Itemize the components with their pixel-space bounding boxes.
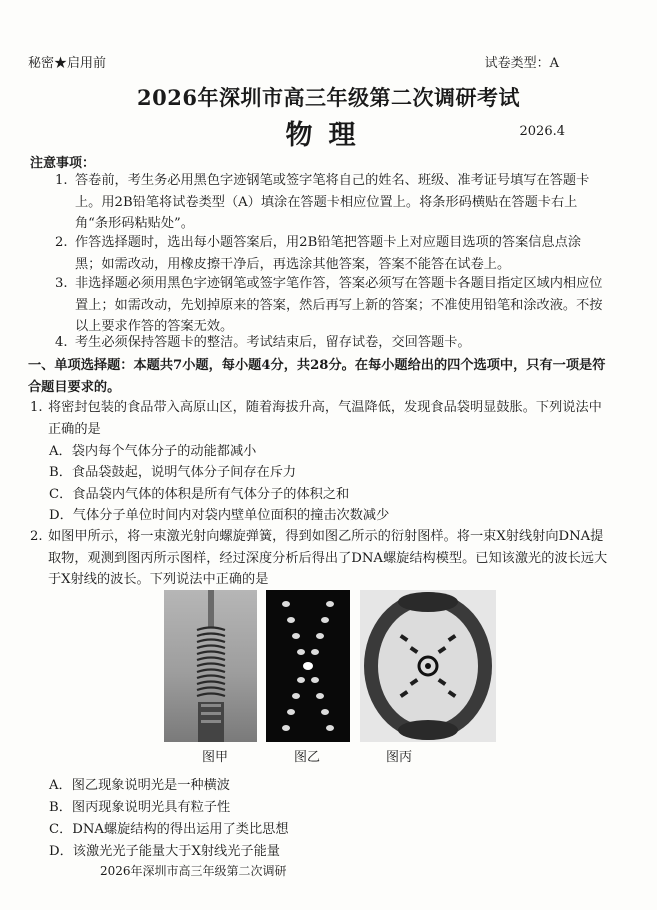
option-d: D．该激光光子能量大于X射线光子能量: [49, 844, 280, 859]
notes-heading: 注意事项：: [30, 156, 96, 171]
question-stem: [30, 526, 613, 591]
section-heading: 一、单项选择题：本题共7小题，每小题4分，共28分。在每小题给出的四个选项中，只有一项是符合题目要求的。: [28, 358, 606, 395]
exam-date: 2026.4: [519, 124, 565, 139]
option-b: B．食品袋鼓起，说明气体分子间存在斥力: [49, 465, 297, 480]
note-text: 答卷前，考生务必用黑色字迹钢笔或签字笔将自己的姓名、班级、准考证号填写在答题卡上。用2B铅笔将试卷类型（A）填涂在答题卡相应位置上。将条形码横贴在答题卡右上角“条形码粘贴处”。: [75, 173, 590, 231]
exam-title: 2026年深圳市高三年级第二次调研考试: [137, 85, 520, 110]
note-item: [55, 232, 605, 275]
question-text: 如图甲所示，将一束激光射向螺旋弹簧，得到如图乙所示的衍射图样。将一束X射线射向DNA提取物，观测到图丙所示图样，经过深度分析后得出了DNA螺旋结构模型。已知该激光的波长远大于X射线的波长。下列说法中正确的是: [48, 529, 608, 587]
note-text: 非选择题必须用黑色字迹钢笔或签字笔作答，答案必须写在答题卡各题目指定区域内相应位置上；如需改动，先划掉原来的答案，然后再写上新的答案；不准使用铅笔和涂改液。不按以上要求作答的答案无效。: [75, 276, 603, 334]
question-number: 2.: [30, 529, 43, 544]
question-stem: [30, 397, 613, 440]
note-item: [55, 170, 605, 235]
figure-caption-b: 图乙: [294, 750, 321, 765]
option-c: C．DNA螺旋结构的得出运用了类比思想: [49, 822, 289, 837]
note-text: 考生必须保持答题卡的整洁。考试结束后，留存试卷，交回答题卡。: [75, 335, 471, 350]
note-text: 作答选择题时，选出每小题答案后，用2B铅笔把答题卡上对应题目选项的答案信息点涂黑；如需改动，用橡皮擦干净后，再选涂其他答案，答案不能答在试卷上。: [75, 235, 582, 272]
subject-title: 物理: [285, 120, 372, 151]
page-footer: 2026年深圳市高三年级第二次调研: [100, 864, 287, 878]
note-item: [55, 332, 605, 354]
figure-caption-c: 图丙: [386, 750, 413, 765]
paper-type-label: 试卷类型：A: [484, 56, 559, 71]
option-c: C．食品袋内气体的体积是所有气体分子的体积之和: [49, 487, 350, 502]
dna-xray-pattern: [360, 590, 496, 742]
note-item: [55, 273, 605, 338]
option-a: A．图乙现象说明光是一种横波: [49, 778, 230, 793]
option-d: D．气体分子单位时间内对袋内壁单位面积的撞击次数减少: [49, 508, 390, 523]
note-number: 3.: [55, 276, 68, 291]
figure-group: [164, 590, 496, 742]
spring-photo: [164, 590, 257, 742]
option-b: B．图丙现象说明光具有粒子性: [49, 800, 231, 815]
note-number: 4.: [55, 335, 68, 350]
confidential-label: 秘密★启用前: [28, 56, 107, 71]
note-number: 2.: [55, 235, 68, 250]
note-number: 1.: [55, 173, 68, 188]
diffraction-pattern: [266, 590, 350, 742]
question-text: 将密封包装的食品带入高原山区，随着海拔升高，气温降低，发现食品袋明显鼓胀。下列说法中正确的是: [48, 400, 602, 437]
question-number: 1.: [30, 400, 43, 415]
option-a: A．袋内每个气体分子的动能都减小: [49, 444, 257, 459]
figure-caption-a: 图甲: [202, 750, 229, 765]
